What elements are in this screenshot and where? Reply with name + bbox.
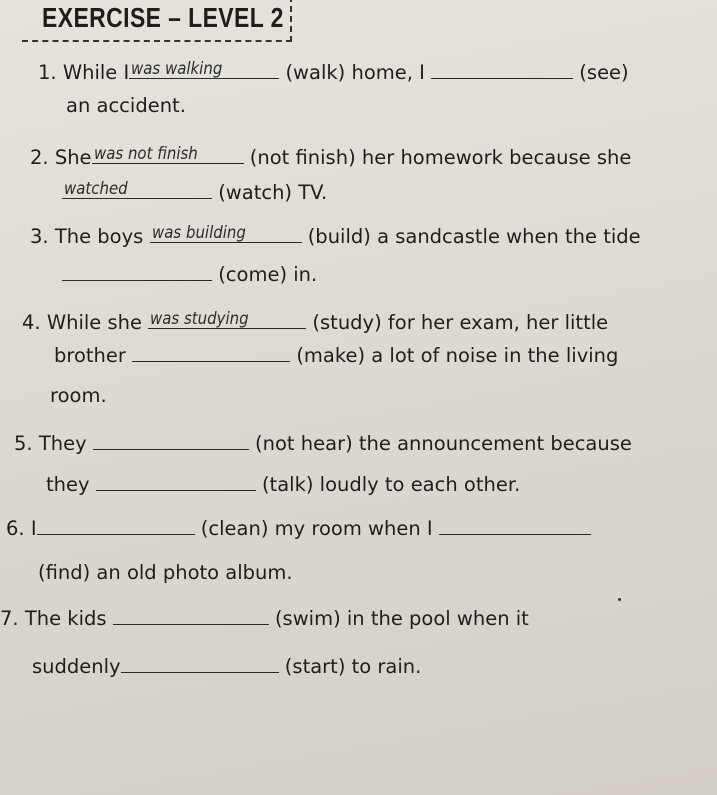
q2-blank-1[interactable]: [92, 145, 244, 164]
q7-number: 7.: [0, 607, 19, 630]
page-title: EXERCISE – LEVEL 2: [42, 2, 284, 33]
q4-text-a: While she: [46, 311, 142, 334]
q6-blank-2[interactable]: [439, 516, 591, 535]
q4-line3: room.: [50, 384, 107, 407]
q2-text-a: She: [54, 146, 92, 169]
q5-line1: [14, 431, 632, 454]
q3-answer-1: was building: [151, 223, 246, 243]
q4-text-d: (make) a lot of noise in the living: [296, 344, 619, 367]
q3-text-c: (come) in.: [218, 263, 318, 286]
q3-blank-1[interactable]: [150, 224, 302, 243]
q2-text-c: (watch) TV.: [218, 181, 328, 204]
q4-text-b: (study) for her exam, her little: [312, 311, 609, 334]
q1-number: 1.: [38, 61, 57, 84]
q7-blank-1[interactable]: [113, 606, 269, 625]
q6-line2: (find) an old photo album.: [38, 561, 293, 584]
q5-text-b: (not hear) the announcement because: [255, 432, 632, 455]
q5-number: 5.: [14, 432, 33, 455]
q3-line2: [62, 262, 317, 285]
q6-text-a: I: [30, 517, 37, 540]
q4-blank-2[interactable]: [132, 343, 290, 362]
q1-blank-1[interactable]: [129, 60, 279, 79]
q5-text-c: they: [46, 473, 90, 496]
q6-blank-1[interactable]: [37, 516, 195, 535]
q3-text-a: The boys: [54, 225, 144, 248]
q5-text-a: They: [38, 432, 87, 455]
q1-line1: [38, 60, 629, 83]
q3-number: 3.: [30, 225, 49, 248]
q7-text-a: The kids: [24, 607, 107, 630]
q1-line2: an accident.: [66, 94, 186, 117]
q2-blank-2[interactable]: [62, 180, 212, 199]
q6-line1: [6, 516, 591, 539]
q7-text-d: (start) to rain.: [284, 655, 422, 678]
q1-text-a: While I: [62, 61, 130, 84]
q4-line2: [54, 343, 618, 366]
q6-text-b: (clean) my room when I: [200, 517, 433, 540]
q6-number: 6.: [6, 517, 25, 540]
q2-number: 2.: [30, 146, 49, 169]
q5-text-d: (talk) loudly to each other.: [261, 473, 521, 496]
q4-text-c: brother: [54, 344, 126, 367]
q7-text-b: (swim) in the pool when it: [274, 607, 529, 630]
q5-line2: [46, 472, 520, 495]
q1-blank-2[interactable]: [431, 60, 573, 79]
q7-text-c: suddenly: [32, 655, 121, 678]
q3-blank-2[interactable]: [62, 262, 212, 281]
q7-line1: [0, 606, 529, 629]
q4-answer-1: was studying: [150, 309, 249, 329]
q1-text-c: (see): [579, 61, 629, 84]
q5-blank-2[interactable]: [96, 472, 256, 491]
q7-blank-2[interactable]: [121, 654, 279, 673]
q2-line1: [30, 145, 631, 168]
q3-text-b: (build) a sandcastle when the tide: [307, 225, 641, 248]
q4-number: 4.: [22, 311, 41, 334]
q2-answer-1: was not finish: [93, 144, 198, 164]
q2-line2: [62, 180, 327, 203]
q1-text-b: (walk) home, I: [285, 61, 425, 84]
q5-blank-1[interactable]: [93, 431, 249, 450]
q2-answer-2: watched: [64, 179, 128, 199]
ink-dot: [618, 598, 621, 601]
q1-answer-1: was walking: [131, 59, 223, 79]
q4-line1: [22, 310, 608, 333]
q4-blank-1[interactable]: [148, 310, 306, 329]
q2-text-b: (not finish) her homework because she: [249, 146, 632, 169]
q3-line1: [30, 224, 641, 247]
q7-line2: [32, 654, 421, 677]
